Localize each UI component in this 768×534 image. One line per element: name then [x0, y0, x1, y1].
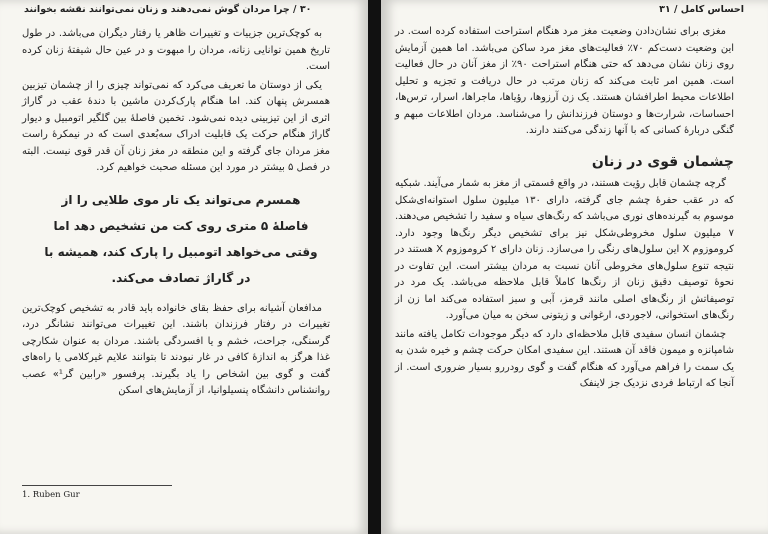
paragraph: گرچه چشمان قابل رؤیت هستند، در واقع قسمتی از مغز به شمار می‌آیند. شبکیه که در عقب حفرهٔ چشم جای گرفته، دارای ۱۳۰ میلیون سلول استوانه‌ای‌شکل موسوم به گیرنده‌های نوری می‌باشد که رنگ‌های سیاه و سفید را تشخیص می‌دهند. ۷ میلیون سلول مخروطی‌شکل نیز برای تشخیص دیگر رنگ‌ها وجود دارد. کروموزوم X این سلول‌های رنگی را می‌سازد. زنان دارای ۲ کروموزوم X هستند در نتیجه تنوع سلول‌های مخروطی آنان نسبت به مردان بیشتر است. این تفاوت در نحوهٔ توصیف دقیق زنان از رنگ‌ها کاملاً قابل ملاحظه می‌باشد. یک مرد در توصیفاتش از رنگ‌های اصلی مانند قرمز، آبی و سبز استفاده می‌کند اما زن از رنگ‌های استخوانی، لاجوردی، ارغوانی و زیتونی سخن به میان می‌آورد.: [395, 178, 735, 321]
left-page: [0, 0, 370, 534]
right-page-header: احساس کامل / ۳۱: [659, 4, 744, 15]
footnote: 1. Ruben Gur: [22, 490, 80, 500]
paragraph: چشمان انسان سفیدی قابل ملاحظه‌ای دارد که دیگر موجودات تکامل یافته مانند شامپانزه و میمون فاقد آن هستند. این سفیدی امکان حرکت چشم و خیره شدن به یک سمت را فراهم می‌آورد که هنگام گفت و گوی رودررو بسیار ضروری است. از آنجا که ارتباط فردی نزدیک جز لاینفک: [395, 328, 734, 389]
section-title: چشمان قوی در زنان: [591, 153, 734, 170]
paragraph: به کوچک‌ترین جزییات و تغییرات ظاهر یا رفتار دیگران می‌باشد. در طول تاریخ همین توانایی زنانه، مردان را مبهوت و در عین حال شیفتهٔ زنان کرده است.: [22, 28, 330, 72]
left-page-header: ۳۰ / چرا مردان گوش نمی‌دهند و زنان نمی‌توانند نقشه بخوانند: [24, 4, 312, 15]
paragraph: مغزی برای نشان‌دادن وضعیت مغز مرد هنگام استراحت استفاده کرده است. در این وضعیت دست‌کم ۷۰٪ فعالیت‌های مغز مرد ساکن می‌باشد. اما همین آزمایش روی زنان نشان می‌دهد که حتی هنگام استراحت ۹۰٪ از مغز آنان در حال فعالیت است. همین امر ثابت می‌کند که زنان مرتب در حال دریافت و تجزیه و تحلیل اطلاعات محیط اطرافشان هستند. یک زن آرزوها، رؤیاها، ماجراها، اسرار، ترس‌ها، احساسات، شرارت‌ها و دوستان فرزندانش را می‌شناسد. مردان اطلاعات مبهم و گنگی دربارهٔ کسانی که با آنها زندگی می‌کنند دارند.: [395, 26, 735, 136]
paragraph: یکی از دوستان ما تعریف می‌کرد که نمی‌تواند چیزی را از چشمان تیزبین همسرش پنهان کند. اما هنگام پارک‌کردن ماشین با دندهٔ عقب در گاراژ اثری از این تیزبینی دیده نمی‌شود. تخمین فاصلهٔ بین گلگیر اتومبیل و دیوار گاراژ هنگام حرکت یک قابلیت ادراک سه‌بُعدی است که در نیمکرهٔ راست مغز مردان جای گرفته و این منطقه در مغز زنان آن قدر قوی نیست. البته در فصل ۵ بیشتر در مورد این مسئله صحبت خواهیم کرد.: [22, 79, 330, 173]
left-page-body: [22, 26, 330, 402]
pull-quote: همسرم می‌تواند یک تار موی طلایی را از فاصلهٔ ۵ متری روی کت من تشخیص دهد اما وقتی می‌خواهد اتومبیل را پارک کند، همیشه با در گاراژ تصادف می‌کند.: [44, 192, 318, 285]
paragraph: مدافعان آشیانه برای حفظ بقای خانواده باید قادر به تشخیص کوچک‌ترین تغییرات در رفتار فرزندان باشند. این تغییرات می‌توانند نشانگر درد، گرسنگی، جراحت، خشم و یا افسردگی باشند. مردان به عنوان شکارچی غذا هرگز به اندازهٔ کافی در غار نبودند تا بتوانند علایم غیرکلامی یا راه‌های گفت و گوی بین اشخاص را یاد بگیرند. پرفسور «رابین گر¹» عصب روانشناس دانشگاه پنسیلوانیا، از آزمایش‌های اسکن: [22, 302, 330, 396]
footnote-divider: [22, 485, 172, 486]
right-page: [381, 0, 768, 534]
right-page-body: [395, 24, 734, 395]
